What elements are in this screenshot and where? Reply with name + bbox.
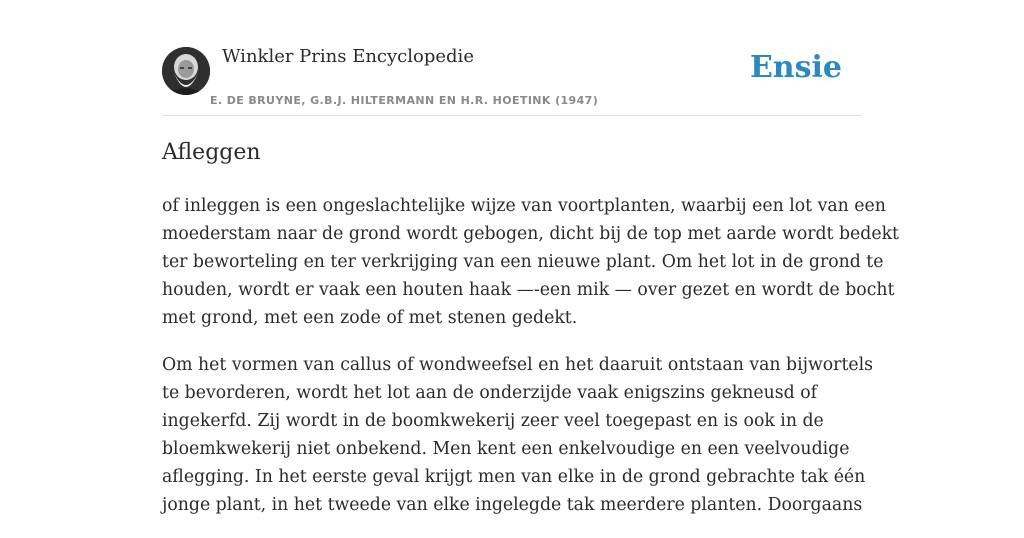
source-title[interactable]: Winkler Prins Encyclopedie bbox=[222, 46, 474, 67]
paragraph-line: bloemkwekerij niet onbekend. Men kent een enkelvoudige en een veelvoudige bbox=[162, 439, 850, 459]
paragraph-line: ingekerfd. Zij wordt in de boomkwekerij zeer veel toegepast en is ook in de bbox=[162, 411, 824, 431]
article-body bbox=[162, 192, 899, 538]
paragraph-line: met grond, met een zode of met stenen gedekt. bbox=[162, 308, 578, 328]
author-avatar[interactable] bbox=[162, 47, 210, 95]
header-divider bbox=[162, 115, 862, 116]
article-paragraph bbox=[162, 192, 899, 332]
paragraph-line: houden, wordt er vaak een houten haak —-een mik — over gezet en wordt de bocht bbox=[162, 280, 895, 300]
article-headword: Afleggen bbox=[162, 140, 261, 165]
paragraph-line: aflegging. In het eerste geval krijgt men van elke in de grond gebrachte tak één bbox=[162, 467, 866, 487]
ensie-logo[interactable]: Ensie bbox=[749, 50, 842, 85]
author-portrait-icon bbox=[162, 47, 210, 95]
paragraph-line: ter beworteling en ter verkrijging van een nieuwe plant. Om het lot in de grond te bbox=[162, 252, 884, 272]
paragraph-line: Om het vormen van callus of wondweefsel en het daaruit ontstaan van bijwortels bbox=[162, 355, 874, 375]
source-authors: E. DE BRUYNE, G.B.J. HILTERMANN EN H.R. HOETINK (1947) bbox=[210, 94, 599, 107]
paragraph-line: moederstam naar de grond wordt gebogen, dicht bij de top met aarde wordt bedekt bbox=[162, 224, 899, 244]
paragraph-line: jonge plant, in het tweede van elke ingelegde tak meerdere planten. Doorgaans bbox=[162, 495, 863, 515]
article-paragraph bbox=[162, 351, 874, 519]
paragraph-line: te bevorderen, wordt het lot aan de onderzijde vaak enigszins gekneusd of bbox=[162, 383, 818, 403]
paragraph-line: of inleggen is een ongeslachtelijke wijze van voortplanten, waarbij een lot van een bbox=[162, 196, 886, 216]
page bbox=[162, 0, 899, 515]
